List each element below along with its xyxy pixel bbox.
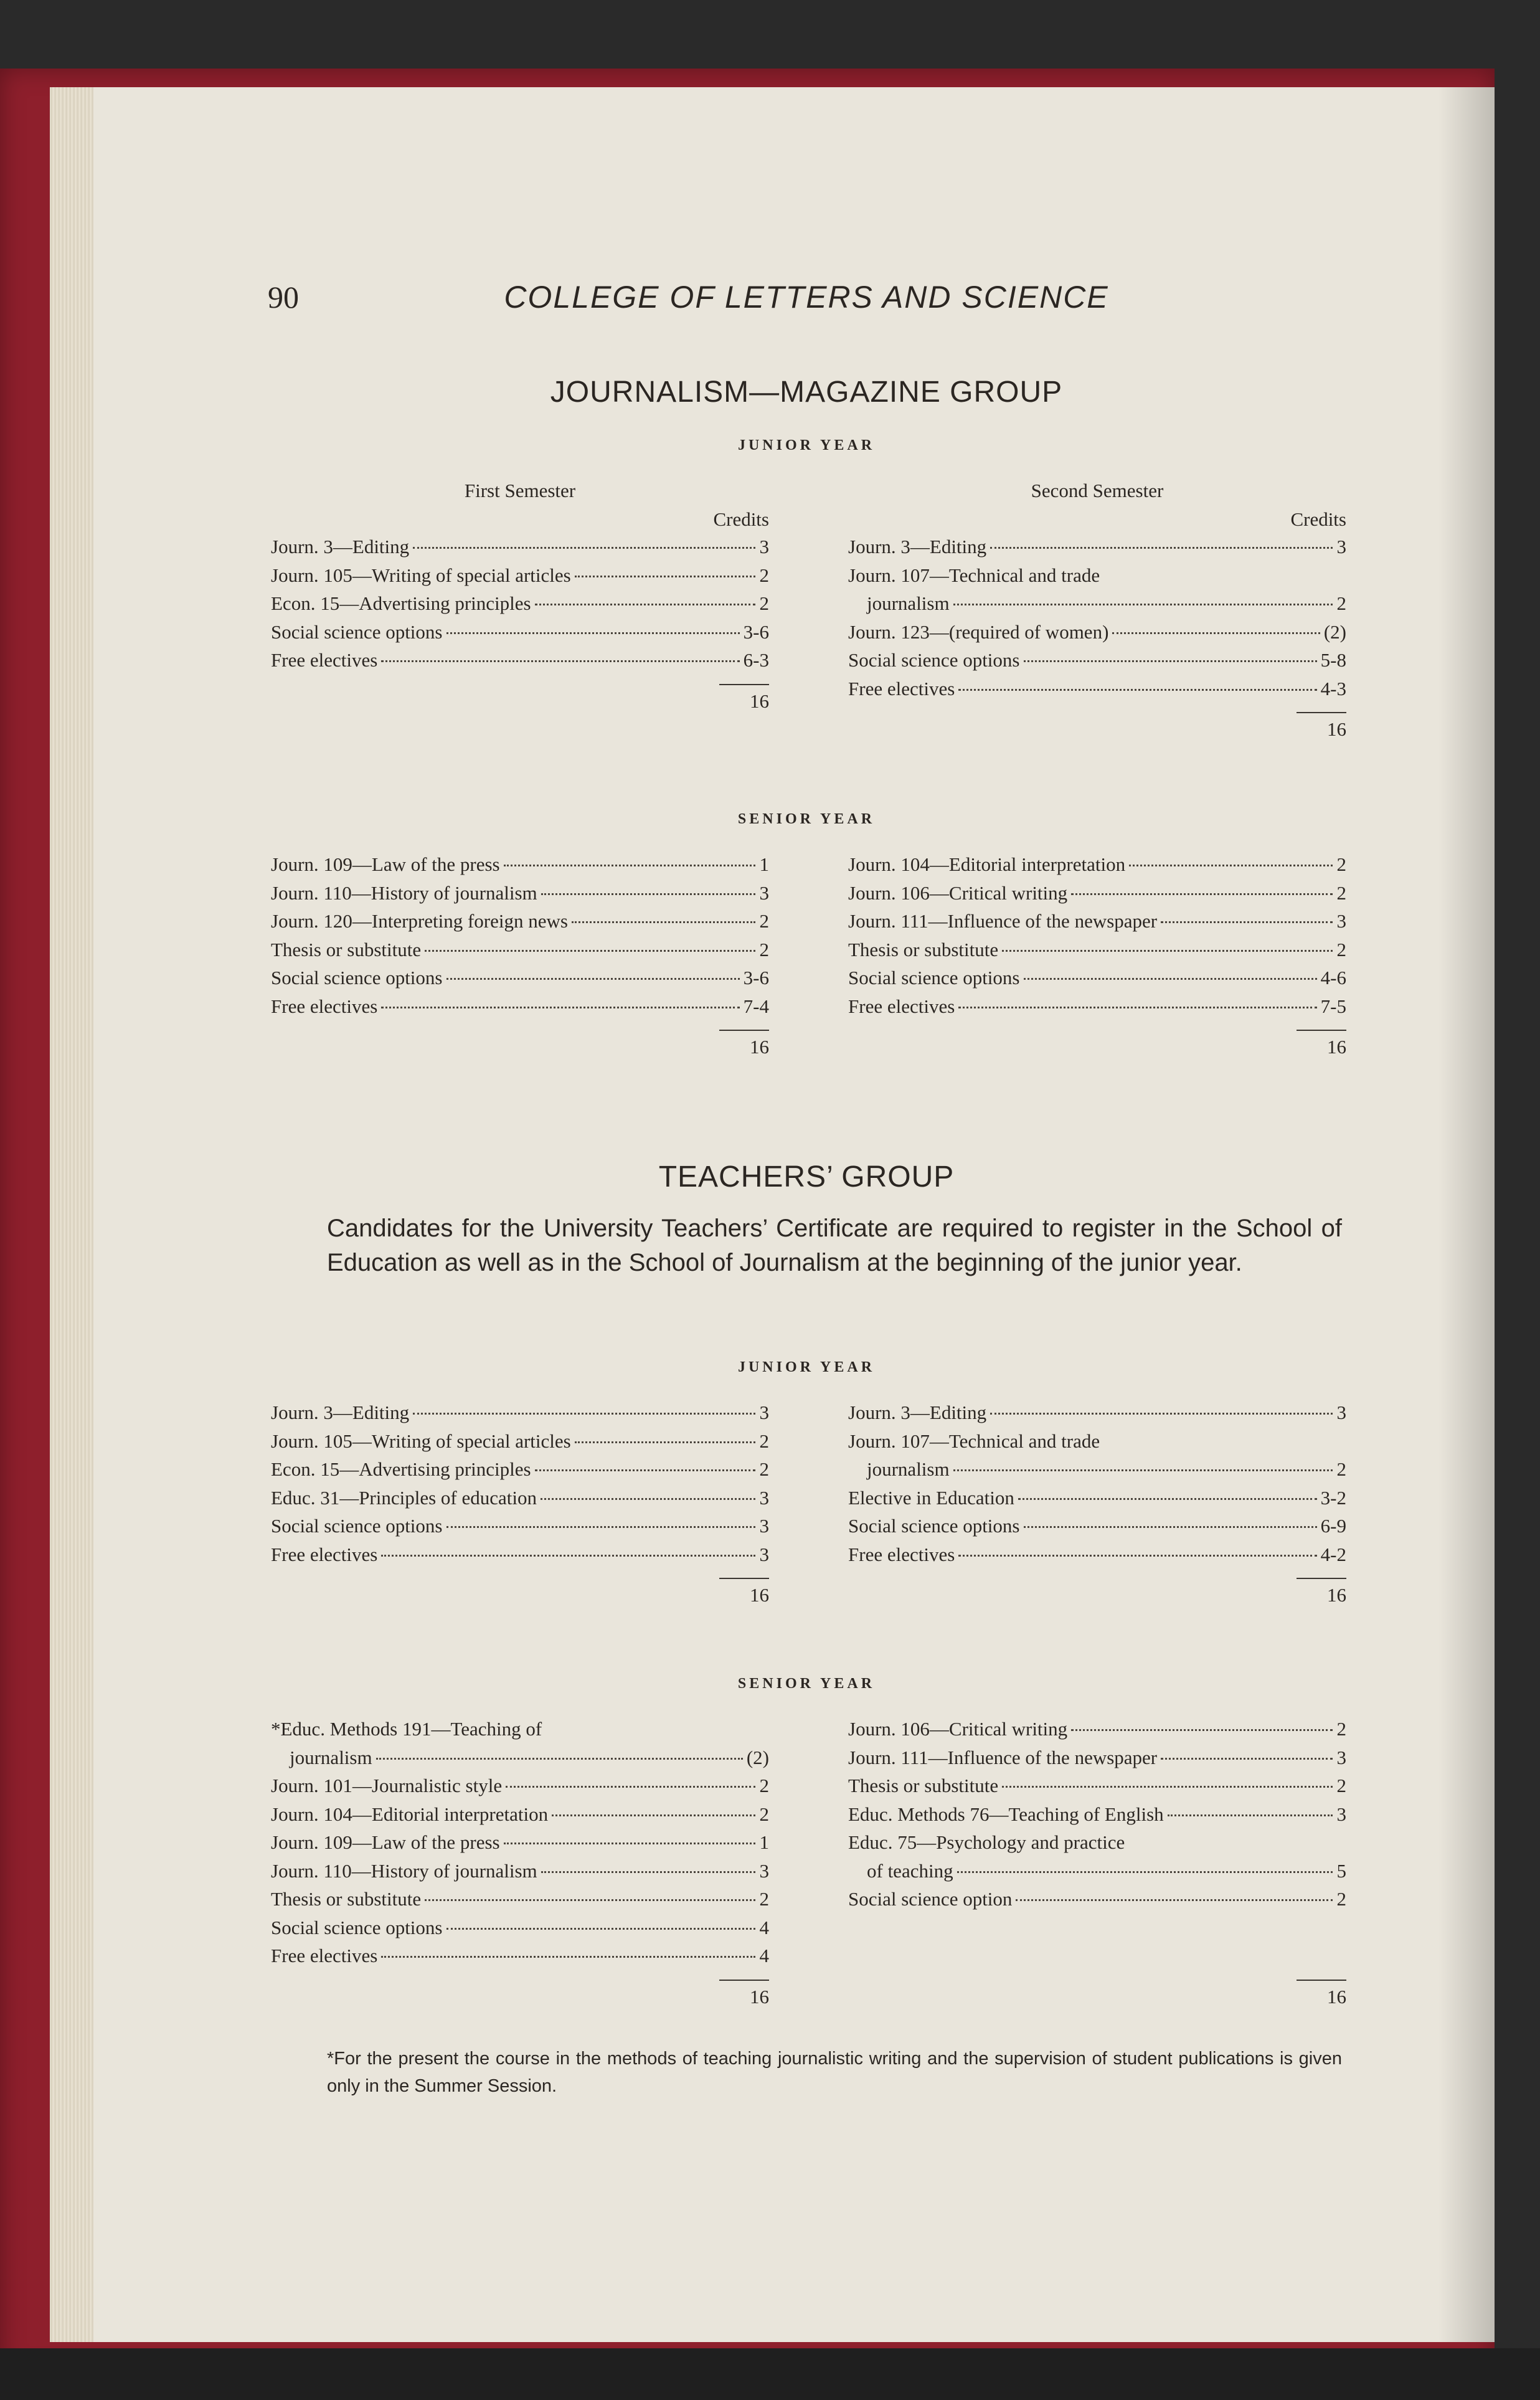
course-name: journalism [867, 592, 950, 614]
course-row [848, 1430, 1346, 1459]
course-credits: 4-2 [1320, 1543, 1346, 1565]
dot-leader [541, 893, 755, 895]
teachers-senior-first [271, 1718, 769, 2014]
dot-leader [1024, 1526, 1317, 1528]
footnote: *For the present the course in the methods of teaching journalistic writing and the supervision of student publications is given only in the Summer Session. [327, 2049, 1342, 2096]
course-name: Journ. 105—Writing of special articles [271, 1430, 571, 1452]
course-name: Elective in Education [848, 1486, 1014, 1509]
dot-leader [381, 1007, 739, 1008]
course-name: Journ. 109—Law of the press [271, 1831, 500, 1853]
running-title: COLLEGE OF LETTERS AND SCIENCE [504, 280, 1109, 315]
course-credits: 2 [1336, 1775, 1346, 1796]
course-name: Journ. 111—Influence of the newspaper [848, 910, 1158, 932]
course-credits: 7-4 [743, 995, 769, 1017]
course-name: journalism [867, 1458, 950, 1480]
course-credits: 4-3 [1320, 677, 1346, 700]
dot-leader [1018, 1498, 1317, 1500]
course-name: Journ. 109—Law of the press [271, 853, 500, 875]
total-rule [848, 1572, 1346, 1584]
dot-leader [425, 950, 755, 952]
course-row [271, 939, 769, 967]
course-row [848, 592, 1346, 621]
total-rule [848, 1973, 1346, 1986]
course-credits: 4 [759, 1916, 769, 1938]
course-row [848, 1515, 1346, 1544]
course-row [848, 1718, 1346, 1747]
course-name: Thesis or substitute [848, 938, 999, 960]
dot-leader [1024, 978, 1317, 980]
course-name: Free electives [271, 1543, 378, 1565]
course-credits: 3 [1336, 1402, 1346, 1423]
course-credits: 3-6 [743, 620, 769, 643]
course-row [271, 1747, 769, 1775]
course-name: Educ. Methods 76—Teaching of English [848, 1803, 1164, 1825]
total-credits: 16 [1327, 1036, 1346, 1058]
total-credits: 16 [750, 1985, 769, 2008]
semester-heading [271, 480, 769, 536]
course-row [848, 1888, 1346, 1917]
credits-heading: Credits [1290, 508, 1346, 530]
dot-leader [535, 604, 755, 605]
course-credits: 2 [1336, 1458, 1346, 1480]
course-row [848, 536, 1346, 564]
course-name: Free electives [271, 995, 378, 1017]
course-row [848, 967, 1346, 995]
course-row [848, 1544, 1346, 1572]
course-name: Free electives [271, 649, 378, 671]
course-credits: 4-6 [1320, 967, 1346, 989]
teachers-senior-label: SENIOR YEAR [737, 1676, 876, 1692]
dot-leader [381, 1956, 755, 1958]
semester-title: Second Semester [1031, 480, 1164, 501]
course-credits: 1 [759, 853, 769, 875]
dot-leader [1168, 1814, 1333, 1816]
course-row [848, 910, 1346, 939]
course-credits: 2 [759, 938, 769, 960]
dot-leader [446, 978, 740, 980]
course-credits: 2 [759, 1430, 769, 1452]
course-credits: 2 [759, 910, 769, 932]
course-credits: 2 [1336, 1888, 1346, 1910]
scan-background [0, 2348, 1540, 2400]
course-row [271, 1831, 769, 1860]
course-row [848, 1747, 1346, 1775]
total-rule [271, 1973, 769, 1986]
dot-leader [575, 576, 755, 577]
dot-leader [425, 1899, 755, 1901]
total-credits: 16 [750, 690, 769, 712]
dot-leader [953, 604, 1333, 605]
course-credits: 3 [759, 1515, 769, 1537]
course-list [271, 536, 769, 678]
magazine-junior-label: JUNIOR YEAR [737, 437, 876, 453]
course-row [271, 621, 769, 650]
dot-leader [413, 1413, 755, 1415]
course-list [848, 536, 1346, 706]
course-list [271, 1402, 769, 1572]
course-credits: 3 [759, 1402, 769, 1423]
course-name: Journ. 3—Editing [271, 1402, 410, 1423]
course-name: Social science options [848, 967, 1020, 989]
course-row [271, 1544, 769, 1572]
course-name: of teaching [867, 1859, 953, 1882]
course-credits: 3 [1336, 910, 1346, 932]
course-row [848, 564, 1346, 593]
teachers-group-title: TEACHERS’ GROUP [658, 1160, 955, 1193]
course-row [848, 1775, 1346, 1803]
dot-leader [446, 1526, 756, 1528]
course-name: Social science options [271, 967, 443, 989]
dot-leader [990, 1413, 1333, 1415]
course-row [271, 1515, 769, 1544]
magazine-senior-second [848, 853, 1346, 1064]
course-credits: 7-5 [1320, 995, 1346, 1017]
course-credits: 3 [759, 1486, 769, 1509]
course-credits: 5 [1336, 1859, 1346, 1882]
course-row [271, 1775, 769, 1803]
dot-leader [504, 865, 755, 866]
course-name: Social science options [848, 649, 1020, 671]
course-credits: 2 [1336, 938, 1346, 960]
course-name: Educ. 31—Principles of education [271, 1486, 537, 1509]
dot-leader [575, 1441, 755, 1443]
course-row [848, 1487, 1346, 1515]
credits-heading: Credits [713, 508, 769, 530]
course-row [848, 882, 1346, 911]
dot-leader [381, 1555, 755, 1557]
total-credits: 16 [1327, 1985, 1346, 2008]
course-name: Social science options [271, 620, 443, 643]
course-credits: 3 [1336, 1803, 1346, 1825]
course-credits: 5-8 [1320, 649, 1346, 671]
total-credits: 16 [750, 1584, 769, 1606]
course-name: Free electives [271, 1945, 378, 1966]
course-name: Econ. 15—Advertising principles [271, 592, 531, 614]
course-name: *Educ. Methods 191—Teaching of [271, 1718, 542, 1740]
dot-leader [1024, 660, 1317, 662]
course-row [271, 592, 769, 621]
course-row [848, 621, 1346, 650]
course-row [271, 1458, 769, 1487]
magazine-junior-first [271, 480, 769, 718]
dot-leader [541, 1871, 755, 1873]
course-credits: 1 [759, 1831, 769, 1853]
course-credits: 2 [1336, 853, 1346, 875]
dot-leader [413, 547, 755, 549]
dot-leader [446, 1928, 756, 1930]
course-name: Thesis or substitute [848, 1775, 999, 1796]
course-name: Educ. 75—Psychology and practice [848, 1831, 1125, 1853]
course-credits: 2 [759, 1803, 769, 1825]
dot-leader [1002, 1786, 1333, 1788]
dot-leader [1112, 632, 1320, 634]
course-name: Free electives [848, 995, 955, 1017]
page-edges [50, 87, 100, 2342]
course-credits: 4 [759, 1945, 769, 1966]
teachers-junior-label: JUNIOR YEAR [737, 1359, 876, 1375]
course-credits: 2 [759, 1458, 769, 1480]
course-row [271, 1487, 769, 1515]
dot-leader [990, 547, 1333, 549]
course-row [271, 1803, 769, 1832]
dot-leader [381, 660, 739, 662]
total-credits: 16 [1327, 1584, 1346, 1606]
dot-leader [1129, 865, 1333, 866]
course-credits: 3 [1336, 1746, 1346, 1768]
course-row [271, 882, 769, 911]
course-credits: 3-2 [1320, 1486, 1346, 1509]
course-credits: 2 [759, 564, 769, 586]
dot-leader [958, 1555, 1316, 1557]
course-name: Free electives [848, 1543, 955, 1565]
course-row [271, 1945, 769, 1973]
semester-title: First Semester [464, 480, 576, 501]
total-rule [271, 1572, 769, 1584]
course-row [271, 1718, 769, 1747]
course-name: Thesis or substitute [271, 938, 422, 960]
course-name: Journ. 123—(required of women) [848, 620, 1109, 643]
course-name: Social science options [271, 1515, 443, 1537]
course-name: Social science option [848, 1888, 1013, 1910]
magazine-senior-first [271, 853, 769, 1064]
course-row [271, 1917, 769, 1945]
course-name: Journ. 120—Interpreting foreign news [271, 910, 568, 932]
dot-leader [376, 1758, 743, 1760]
dot-leader [535, 1469, 755, 1471]
dot-leader [958, 689, 1316, 691]
course-credits: 3 [759, 536, 769, 557]
course-name: Journ. 3—Editing [848, 536, 987, 557]
total-rule [271, 1023, 769, 1036]
course-credits: 3 [759, 1859, 769, 1882]
running-head [268, 279, 1345, 323]
course-credits: 2 [1336, 881, 1346, 904]
dot-leader [958, 1007, 1316, 1008]
magazine-group-title: JOURNALISM—MAGAZINE GROUP [550, 376, 1063, 409]
course-name: Journ. 3—Editing [848, 1402, 987, 1423]
dot-leader [504, 1843, 755, 1844]
course-row [271, 649, 769, 678]
course-row [271, 1402, 769, 1430]
course-row [848, 1458, 1346, 1487]
course-name: Journ. 104—Editorial interpretation [848, 853, 1126, 875]
course-credits: 2 [759, 1775, 769, 1796]
course-name: Social science options [271, 1916, 443, 1938]
course-credits: 2 [759, 592, 769, 614]
magazine-senior-label: SENIOR YEAR [737, 811, 876, 827]
dot-leader [446, 632, 740, 634]
course-row [271, 910, 769, 939]
course-row [848, 1860, 1346, 1889]
course-row [271, 536, 769, 564]
course-list [848, 1402, 1346, 1572]
course-list [271, 853, 769, 1023]
page-number: 90 [268, 280, 299, 315]
course-row [848, 1803, 1346, 1832]
dot-leader [541, 1498, 755, 1500]
dot-leader [506, 1786, 755, 1788]
course-credits: 3-6 [743, 967, 769, 989]
total-rule [271, 678, 769, 690]
teachers-junior-second [848, 1402, 1346, 1612]
course-credits: 2 [1336, 1718, 1346, 1740]
teachers-notice: Candidates for the University Teachers’ Certificate are required to register in the School of Education as well as in the School of Journalism at the beginning of the junior year. [327, 1215, 1342, 1276]
course-name: Journ. 106—Critical writing [848, 881, 1068, 904]
course-row [271, 853, 769, 882]
dot-leader [1161, 1758, 1333, 1760]
course-row [271, 1430, 769, 1459]
course-credits: 3 [759, 1543, 769, 1565]
dot-leader [1016, 1899, 1333, 1901]
course-credits: 3 [1336, 536, 1346, 557]
course-name: Journ. 3—Editing [271, 536, 410, 557]
course-name: Journ. 106—Critical writing [848, 1718, 1068, 1740]
course-row [848, 853, 1346, 882]
total-rule [848, 706, 1346, 718]
dot-leader [1002, 950, 1333, 952]
course-credits: 2 [1336, 592, 1346, 614]
course-name: Econ. 15—Advertising principles [271, 1458, 531, 1480]
total-credits: 16 [750, 1036, 769, 1058]
total-credits: 16 [1327, 718, 1346, 740]
course-row [271, 1888, 769, 1917]
gutter-shadow [1438, 87, 1495, 2342]
course-name: Thesis or substitute [271, 1888, 422, 1910]
dot-leader [953, 1469, 1333, 1471]
course-credits: 2 [759, 1888, 769, 1910]
course-row [271, 564, 769, 593]
course-name: Journ. 110—History of journalism [271, 1859, 537, 1882]
course-name: Journ. 111—Influence of the newspaper [848, 1746, 1158, 1768]
course-row [848, 939, 1346, 967]
semester-heading [848, 480, 1346, 536]
dot-leader [552, 1814, 755, 1816]
course-row [848, 678, 1346, 706]
dot-leader [1161, 921, 1333, 923]
course-list [848, 853, 1346, 1023]
course-row [271, 967, 769, 995]
course-row [848, 1831, 1346, 1860]
course-name: Journ. 101—Journalistic style [271, 1775, 503, 1796]
course-name: Free electives [848, 677, 955, 700]
dot-leader [1071, 1729, 1333, 1731]
dot-leader [572, 921, 755, 923]
course-row [848, 649, 1346, 678]
course-name: Journ. 105—Writing of special articles [271, 564, 571, 586]
teachers-junior-first [271, 1402, 769, 1612]
course-credits: 3 [759, 881, 769, 904]
course-credits: 6-9 [1320, 1515, 1346, 1537]
course-name: Social science options [848, 1515, 1020, 1537]
course-name: Journ. 107—Technical and trade [848, 1430, 1100, 1452]
dot-leader [1071, 893, 1333, 895]
magazine-junior-second [848, 480, 1346, 746]
course-list [848, 1718, 1346, 1917]
teachers-senior-second [848, 1718, 1346, 2014]
course-name: journalism [290, 1746, 372, 1768]
course-row [848, 1402, 1346, 1430]
course-credits: (2) [746, 1746, 769, 1768]
course-list [271, 1718, 769, 1973]
course-credits: 6-3 [743, 649, 769, 671]
course-name: Journ. 110—History of journalism [271, 881, 537, 904]
course-row [271, 995, 769, 1024]
total-rule [848, 1023, 1346, 1036]
course-credits: (2) [1323, 620, 1346, 643]
course-name: Journ. 104—Editorial interpretation [271, 1803, 549, 1825]
course-row [848, 995, 1346, 1024]
dot-leader [957, 1871, 1333, 1873]
course-row [271, 1860, 769, 1889]
course-name: Journ. 107—Technical and trade [848, 564, 1100, 586]
